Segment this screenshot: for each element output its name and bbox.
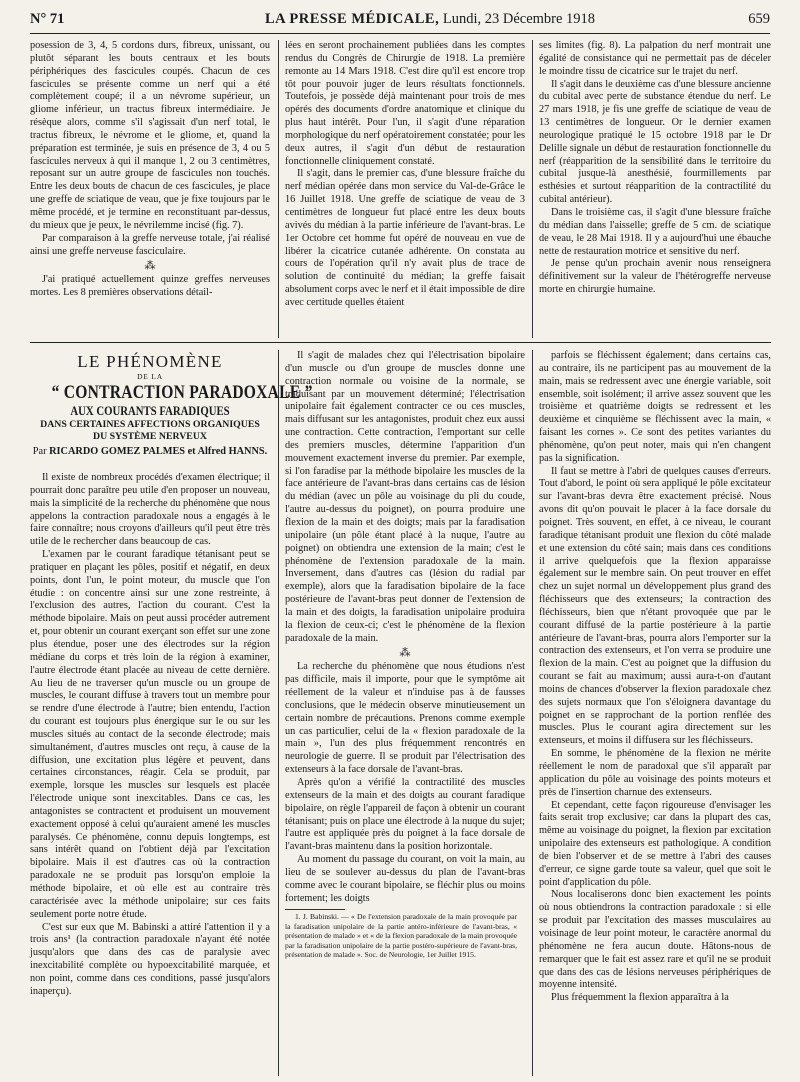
article-subtitle: AUX COURANTS FARADIQUES: [70, 404, 230, 418]
paragraph: La recherche du phénomène que nous étudions n'est pas difficile, mais il importe, pour que le symptôme ait réellement de la valeur et n'induise pas à de fausses conclusions, que le médecin observe minutieusement un certain nombre de précautions. Prenons comme exemple un cas particulier, celui de la « flexion paradoxale de la main », l'un des plus fréquemment rencontrés en neurologie de guerre. Il se produit par l'électrisation des extenseurs à la face dorsale de l'avant-bras.: [285, 661, 525, 776]
top-column-1: [30, 40, 270, 338]
paragraph: J'ai pratiqué actuellement quinze greffes nerveuses mortes. Les 8 premières observations détail-: [30, 274, 270, 299]
authors-par: Par: [32, 446, 47, 457]
section-rule: [30, 342, 771, 343]
journal-title: [150, 11, 710, 28]
paragraph: Il s'agit de malades chez qui l'électrisation bipolaire d'un muscle ou d'un groupe de muscles donne une contraction normale ou voisine de la normale, se traduisant par un mouvement déterminé; l'électrisation unipolaire fait également contracter ce ou ces muscles, mais diffusant sur les antagonistes, produit chez eux aussi une contraction. Cette contraction, l'emportant sur celle des premiers muscles, détermine l'apparition d'un mouvement exactement inverse du premier. Par exemple, si l'on faradise par la méthode bipolaire les muscles de la face antérieure de l'avant-bras dans certains cas de lésion du médian (avec un pôle au voisinage du pli du coude, l'autre au-dessus du poignet), on pourra produire une flexion de la main et des doigts; mais par la faradisation unipolaire (un pôle étant placé à la nuque, l'autre au poignet) on obtiendra une extension de la main; c'est le phénomène de l'extension paradoxale de la main. Inversement, dans d'autres cas (lésion du radial par exemple), alors que la faradisation bipolaire de la face postérieure de l'avant-bras peut donner de l'extension de la main et des doigts, la faradisation unipolaire produira la flexion de ceux-ci; c'est le phénomène de la flexion paradoxale de la main.: [285, 350, 525, 644]
article-authors: [30, 445, 270, 458]
paragraph: Il s'agit dans le deuxième cas d'une blessure ancienne du cubital avec perte de substance étendue du nerf. Le 27 mars 1918, je fis une greffe de sciatique de veau de 13 centimètres de longueur. Or le dernier examen neurologique pratiqué le 15 octobre 1918 par le Dr Delille signale un début de restauration fonctionnelle du nerf (réapparition de la sensibilité dans le territoire du cubital jusque-là anesthésié, fourmillements par esthésies et surtout réapparition de la contractilité du cubital antérieur).: [539, 78, 771, 206]
paragraph: Dans le troisième cas, il s'agit d'une blessure fraîche du médian dans l'aisselle; greffe de 5 cm. de sciatique de veau, le 28 Mai 1918. Il y a aujourd'hui une ébauche nette de restauration motrice et sensitive du nerf.: [539, 206, 771, 257]
footnote: 1. J. Babinski. — « De l'extension paradoxale de la main provoquée par la faradisation unipolaire de la partie antéro-inférieure de l'avant-bras, « présentation de malade » et « de la flexion paradoxale de la main provoquée par la faradisation unipolaire de la partie postéro-supérieure de l'avant-bras, présentation de malade ». Soc. de Neurologie, 1er Juillet 1915.: [285, 912, 517, 960]
paragraph: Il s'agit, dans le premier cas, d'une blessure fraîche du nerf médian opérée dans mon service du Val-de-Grâce le 16 Juillet 1918. Une greffe de sciatique de veau de 3 centimètres de longueur fut placé entre les deux bouts avivés du médian à la partie inférieure de l'avant-bras. Le 1er Octobre cet homme fut opéré de nouveau en vue de libérer la cicatrice cutanée adhérente. On constata au cours de l'opération qu'il n'y avait plus de trace de solution de continuité du médian; la greffe faisait absolument corps avec le nerf et il était impossible de dire avec certitude quelles étaient: [285, 168, 525, 308]
article-subtitle-2: DANS CERTAINES AFFECTIONS ORGANIQUES: [40, 419, 260, 430]
top-column-3: [539, 40, 771, 338]
page-header: [30, 6, 770, 34]
paragraph: L'examen par le courant faradique tétanisant peut se pratiquer en plaçant les pôles, positif et négatif, en deux points, dont l'un, le point moteur, du muscle que l'on étudie : on concentre ainsi sur une zone restreinte, à l'exclusion des autres, l'action du courant. C'est la méthode bipolaire. Mais on peut aussi procéder autrement et, pour obtenir un courant exerçant son effet sur une zone plus étendue, poser une des électrodes sur la région médiane du corps et très loin de la région à examiner, l'autre électrode étant placée au niveau de cette dernière. Au lieu de ne traverser qu'un muscle ou un groupe de muscles, le courant diffuse à travers tout un membre pour se rendre d'une électrode à l'autre; bien entendu, l'action du courant est toujours plus énergique sur le ou sur les muscles situés au contact de la seconde électrode; mais simultanément, d'autres muscles ont reçu, à cause de la diffusion, une excitation plus légère et peuvent, dans certaines circonstances, réagir. Cela se produit, par exemple, lorsque les muscles sur lesquels est placée l'électrode unique sont inexcitables. Dans ce cas, les antagonistes se contractent et produisent un mouvement exactement opposé à celui qu'auraient amené les muscles paralysés. Ce phénomène, connu depuis longtemps, est sans intérêt quand on l'obtient déjà par l'excitation bipolaire. Mais il est d'autres cas où la contraction paradoxale ne se produit pas lorsqu'on emploie la méthode bipolaire, et où elle est au contraire très caractérisée avec la méthode unipolaire; sur ces faits seulement porte notre étude.: [30, 549, 270, 920]
column-divider: [532, 350, 533, 1076]
paragraph: En somme, le phénomène de la flexion ne mérite réellement le nom de paradoxal que s'il apparaît par application du pôle au voisinage des points moteurs et près de l'insertion charnue des extenseurs.: [539, 748, 771, 798]
paragraph: ses limites (fig. 8). La palpation du nerf montrait une égalité de consistance qui ne permettait pas de déceler le moindre tissu de cicatrice sur le trajet du nerf.: [539, 40, 771, 77]
paragraph: Au moment du passage du courant, on voit la main, au lieu de se soulever au-dessus du plan de l'avant-bras comme avec le courant bipolaire, se fléchir plus ou moins fortement; les doigts: [285, 854, 525, 904]
paragraph: Je pense qu'un prochain avenir nous renseignera définitivement sur la valeur de l'hétérogreffe nerveuse morte en chirurgie humaine.: [539, 258, 771, 296]
paragraph: parfois se fléchissent également; dans certains cas, au contraire, ils ne participent pas au mouvement de la main, mais se redressent avec une énergie variable, soit ensemble, soit isolément; il arrive assez souvent que les troisième et quatrième doigts se redressent et les deuxième et cinquième se fléchissent avec la main, « faisant les cornes ». Ce sont des petites variantes du phénomène, qu'on peut noter, mais qui n'en changent pas la signification.: [539, 350, 771, 464]
top-column-2: [285, 40, 525, 338]
paragraph: Et cependant, cette façon rigoureuse d'envisager les faits serait trop exclusive; car dans la plupart des cas, même au voisinage du poignet, la flexion par excitation unipolaire des extenseurs est pathologique. A condition de bien l'observer et de se mettre à l'abri des causes d'erreur, ce signe garde toute sa valeur, quel que soit le point d'application du pôle.: [539, 799, 771, 888]
issue-date: Lundi, 23 Décembre 1918: [442, 11, 596, 27]
paragraph: Après qu'on a vérifié la contractilité des muscles extenseurs de la main et des doigts au courant faradique bipolaire, on règle l'appareil de façon à obtenir un courant tétanisant; puis on place une électrode à la nuque du sujet; l'autre est appliquée près du poignet à la face dorsale de l'avant-bras maintenu dans la position horizontale.: [285, 777, 525, 853]
column-divider: [278, 350, 279, 1076]
column-divider: [278, 40, 279, 338]
paragraph: Nous localiserons donc bien exactement les points où nous obtiendrons la contraction paradoxale : si elle se produit par l'excitation des masses musculaires au voisinage de leur point moteur, le caractère anormal du phénomène ne fera aucun doute. Hâtons-nous de remarquer que le fait est assez rare et qu'il ne se produit que dans des cas de lésions nerveuses périphériques de moyenne intensité.: [539, 889, 771, 991]
paragraph: lées en seront prochainement publiées dans les comptes rendus du Congrès de Chirurgie de 1918. La première remonte au 14 Mars 1918. C'est dire qu'il est encore trop tôt pour pouvoir juger de leurs résultats fonctionnels. Toutefois, je possède déjà maintenant pour trois de mes opérés des documents d'ordre anatomique et clinique du plus haut intérêt. Pour l'un, il s'agit d'une réparation morphologique du nerf opératoirement constatée; pour les deux autres, il s'agit d'un début de restauration fonctionnelle cliniquement constaté.: [285, 40, 525, 167]
paragraph: Il existe de nombreux procédés d'examen électrique; il pourrait donc paraître peu utile d'en proposer un nouveau, mais la simplicité de la recherche du phénomène que nous appelons la contraction paradoxale nous a engagés à le faire connaître; nous croyons d'ailleurs qu'il peut être très utile de le rechercher dans beaucoup de cas.: [30, 472, 270, 548]
paragraph: C'est sur eux que M. Babinski a attiré l'attention il y a trois ans¹ (la contraction paradoxale n'ayant été notée jusqu'alors que dans des cas de paralysie avec inexcitabilité complète ou hypoexcitabilité marquée, et non point, comme dans ces conditions, passé jusqu'alors inaperçu).: [30, 921, 270, 997]
column-divider: [532, 40, 533, 338]
page-number: 659: [748, 11, 770, 27]
article-column-3: [539, 350, 771, 1076]
paragraph: posession de 3, 4, 5 cordons durs, fibreux, unissant, ou plutôt séparant les bouts centraux et les bouts périphériques des fascicules coupés. Chacun de ces fascicules se présente comme un nerf qui a été complètement coupé; il a un névrome supérieur, un gliome inférieur, un tractus fibreux intermédiaire. Je résèque alors, comme s'il s'agissait d'un nerf total, le tractus fibreux, le névrome et le gliome, et, quand la préparation est terminée, je suis en présence de 3, 4 ou 5 fascicules nerveux à qui il manque 1, 2 ou 3 centimètres, reposant sur un autre groupe de fascicules non touchés. Entre les deux bouts de chacun de ces fascicules, je place une greffe de sciatique de veau, que je fixe toujours par le même procédé, et je termine en reconstituant par-dessus, du mieux que je peux, le névrilemme incisé (fig. 7).: [30, 40, 270, 231]
authors-names: RICARDO GOMEZ PALMES et Alfred HANNS.: [49, 446, 268, 457]
article-title-main: “ CONTRACTION PARADOXALE ”: [51, 382, 313, 403]
paragraph: Par comparaison à la greffe nerveuse totale, j'ai réalisé ainsi une greffe nerveuse fasciculaire.: [30, 232, 270, 257]
journal-name: LA PRESSE MÉDICALE,: [264, 11, 440, 27]
section-stars: ⁂: [399, 647, 411, 660]
section-stars: ⁂: [144, 260, 156, 273]
paragraph: Il faut se mettre à l'abri de quelques causes d'erreurs. Tout d'abord, le point où sera appliqué le pôle excitateur sur l'avant-bras devra être exactement précisé. Nous avons dit qu'on pouvait le placer à la face dorsale du poignet. Très souvent, en effet, à ce niveau, le courant faradique tétanisant produit une flexion du côté malade et une extension du côté sain; mais dans ces conditions il arrive quelquefois que la flexion apparaisse également sur le membre sain. On peut trouver en effet chez un sujet normal un développement plus grand des fléchisseurs que des extenseurs; la contraction des fléchisseurs, bien que n'étant provoquée que par le courant diffusé de la partie postérieure à la partie antérieure de l'avant-bras, pourra alors l'emporter sur la contraction des extenseurs, et l'on verra se produire une flexion de la main. C'est au poignet que la diffusion du courant se fait au maximum; aussi aura-t-on d'autant moins de chances d'observer la flexion paradoxale chez des sujets normaux que l'on s'éloignera davantage du poignet en se rapprochant de la portion renflée des muscles. Plus le courant agira directement sur les extenseurs, et moins il diffusera sur les fléchisseurs.: [539, 465, 771, 747]
article-column-1: [30, 350, 313, 1076]
article-title-de-la: DE LA: [137, 372, 163, 381]
article-column-2: [285, 350, 525, 1076]
article-title-line-1: LE PHÉNOMÈNE: [77, 352, 223, 371]
paragraph: Plus fréquemment la flexion apparaîtra à la: [551, 992, 729, 1004]
issue-number: N° 71: [30, 11, 65, 27]
article-subtitle-3: DU SYSTÈME NERVEUX: [93, 430, 207, 442]
